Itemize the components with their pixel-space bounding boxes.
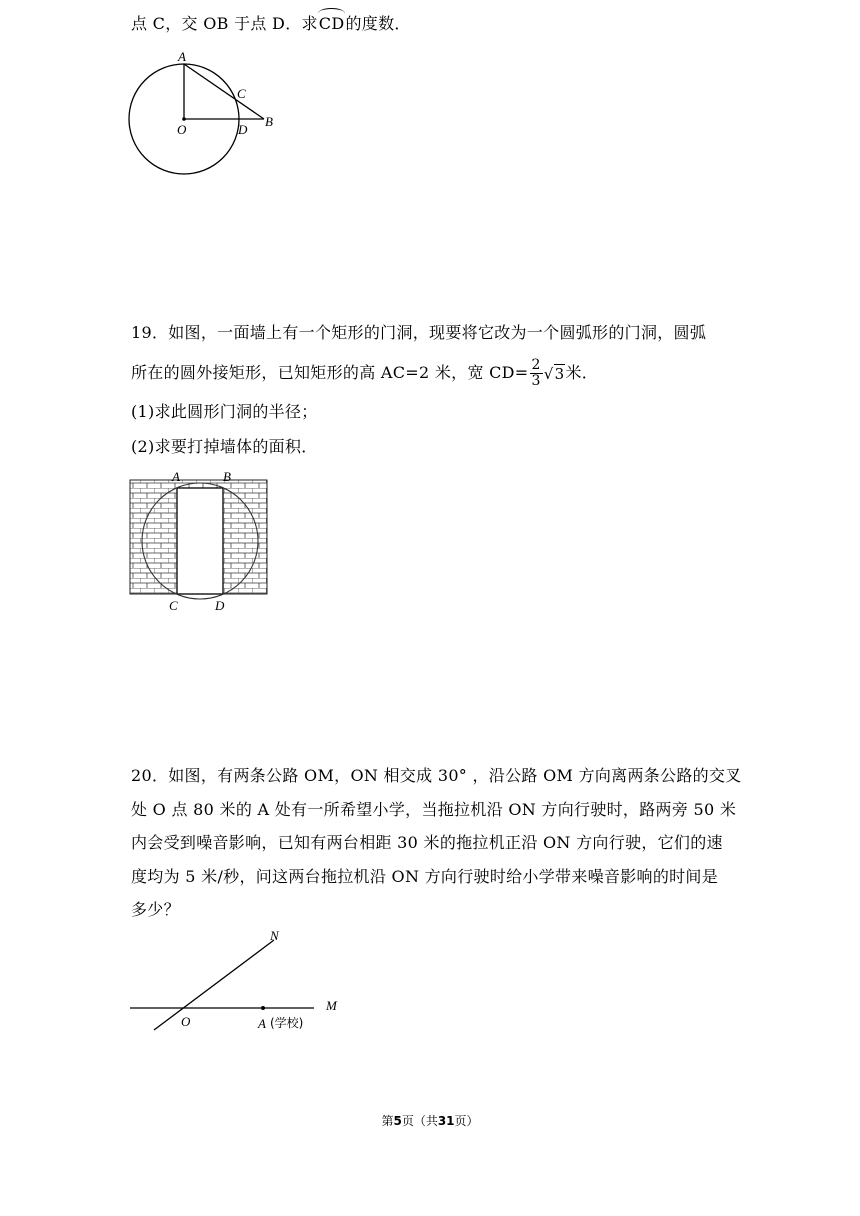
page-footer (0, 1112, 860, 1129)
q18-text-b: 的度数． (345, 14, 411, 33)
label-d: D (238, 122, 248, 137)
q18-text-a: 点 C，交 OB 于点 D．求 (131, 14, 318, 33)
footer-pre: 第 (381, 1114, 394, 1128)
q18-text (131, 14, 411, 34)
q19-line1: 19．如图，一面墙上有一个矩形的门洞，现要将它改为一个圆弧形的门洞，圆弧 (131, 323, 707, 342)
fraction-denominator: 3 (531, 373, 541, 389)
q19-line2-a: 所在的圆外接矩形，已知矩形的高 AC=2 米，宽 CD= (131, 363, 529, 382)
fraction-2-3 (530, 358, 543, 389)
q20-line5: 多少？ (131, 900, 180, 919)
label-c: C (237, 86, 246, 101)
label-a: A (172, 469, 180, 484)
figure-20-roads (126, 926, 356, 1036)
label-d: D (215, 598, 225, 613)
q20-line3: 内会受到噪音影响，已知有两台相距 30 米的拖拉机正沿 ON 方向行驶，它们的速 (131, 833, 723, 852)
label-c: C (169, 598, 178, 613)
label-a: A (258, 1016, 266, 1031)
q19-line2 (131, 358, 598, 389)
road-on (154, 940, 274, 1030)
door-opening (177, 488, 223, 594)
footer-post: 页） (454, 1114, 479, 1128)
segment-ab (184, 64, 264, 119)
q20-line1: 20．如图，有两条公路 OM，ON 相交成 30° ，沿公路 OM 方向离两条公路的交叉 (131, 766, 742, 785)
label-o: O (181, 1014, 191, 1029)
q20-line4: 度均为 5 米/秒，问这两台拖拉机沿 ON 方向行驶时给小学带来噪音影响的时间是 (131, 867, 719, 886)
label-a: A (178, 49, 186, 64)
sqrt-symbol: √ (543, 364, 554, 383)
point-o (182, 117, 186, 121)
footer-mid: 页（共 (401, 1114, 438, 1128)
sqrt-3 (544, 364, 566, 384)
q19-sub2: (2)求要打掉墙体的面积． (131, 437, 318, 456)
label-b: B (223, 469, 231, 484)
arc-cd-label: CD (318, 14, 345, 33)
figure-19-door (126, 468, 276, 618)
point-a (261, 1006, 265, 1010)
label-n: N (270, 928, 279, 943)
sqrt-radicand: 3 (554, 364, 565, 383)
label-b: B (265, 114, 273, 129)
label-school: (学校) (270, 1016, 304, 1030)
q20-line2: 处 O 点 80 米的 A 处有一所希望小学，当拖拉机沿 ON 方向行驶时，路两旁 50 米 (131, 800, 737, 819)
footer-total-pages: 31 (437, 1114, 455, 1128)
figure-18-circle (120, 50, 290, 180)
label-m: M (326, 998, 337, 1013)
fraction-numerator: 2 (531, 357, 541, 373)
footer-page-number: 5 (393, 1114, 402, 1128)
q19-line2-b: 米． (565, 363, 599, 382)
label-o: O (177, 122, 187, 137)
q19-sub1: (1)求此圆形门洞的半径； (131, 402, 318, 421)
